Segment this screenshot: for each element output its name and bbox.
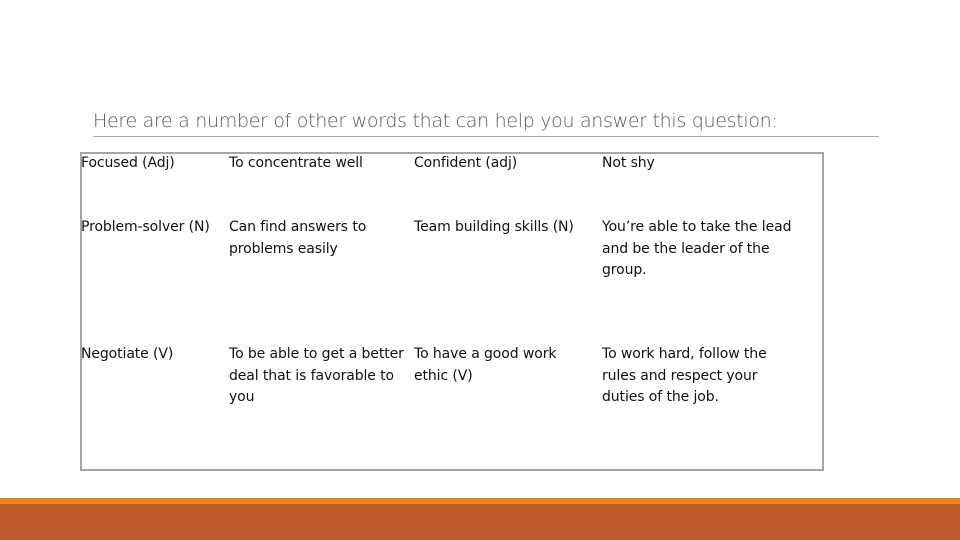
vocabulary-table: [80, 152, 824, 471]
footer-bar: [0, 504, 960, 540]
meaning-line: duties of the job.: [602, 389, 719, 405]
word-text: Negotiate (V): [81, 346, 174, 362]
table-row-1-meaning: [229, 153, 363, 175]
meaning-line: You’re able to take the lead: [602, 219, 792, 235]
meaning-line: To concentrate well: [229, 155, 363, 171]
meaning-line: group.: [602, 262, 647, 278]
meaning-line: deal that is favorable to: [229, 367, 395, 384]
table-row-1-word: [81, 153, 175, 175]
word-text: Focused (Adj): [81, 155, 175, 171]
meaning-line: problems easily: [229, 240, 338, 257]
meaning-line: To work hard, follow the: [602, 346, 767, 362]
table-row-3-meaning: [229, 344, 404, 409]
heading-underline: [93, 136, 879, 137]
table-row-2-meaning: [229, 217, 366, 260]
table-row-1-meaning-2: [602, 153, 655, 175]
meaning-line: you: [229, 389, 255, 405]
word-text: To have a good work: [414, 346, 557, 362]
table-row-3-meaning-2: [602, 344, 767, 409]
meaning-line: and be the leader of the: [602, 240, 770, 257]
meaning-line: rules and respect your: [602, 367, 758, 384]
table-row-3-word-2: [414, 344, 556, 387]
table-row-3-word: [81, 344, 173, 366]
table-row-2-word-2: [414, 217, 574, 239]
table-row-2-meaning-2: [602, 217, 791, 282]
word-text: Team building skills (N): [414, 219, 574, 235]
meaning-line: Can find answers to: [229, 219, 367, 235]
word-text: Confident (adj): [414, 155, 518, 171]
slide-heading: Here are a number of other words that can help you answer this question:: [93, 110, 778, 132]
table-row-1-word-2: [414, 153, 517, 175]
table-row-2-word: [81, 217, 210, 239]
word-text: Problem-solver (N): [81, 219, 210, 235]
meaning-line: Not shy: [602, 155, 655, 171]
meaning-line: To be able to get a better: [229, 346, 404, 362]
word-text: ethic (V): [414, 367, 473, 384]
